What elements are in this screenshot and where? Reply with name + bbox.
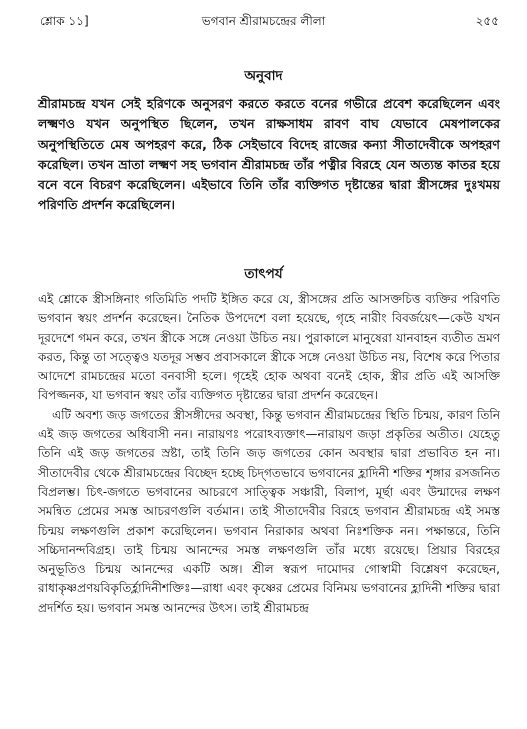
purport-paragraph-1: এই শ্লোকে স্ত্রীসঙ্গিনাং গতিমিতি পদটি ইঙ্গিত করে যে, স্ত্রীসঙ্গের প্রতি আসক্তচিত্ত ব্যক্তির পরিণতি ভগবান স্বয়ং প্রদর্শন করেছেন। নৈতিক উপদেশে বলা হয়েছে, গৃহে নারীং বিবর্জয়েৎ—কেউ যখন দূরদেশে গমন করে, তখন স্ত্রীকে সঙ্গে নেওয়া উচিত নয়। পুরাকালে মানুষেরা যানবাহন ব্যতীত ভ্রমণ করত, কিন্তু তা সত্ত্বেও যতদূর সম্ভব প্রবাসকালে স্ত্রীকে সঙ্গে নেওয়া উচিত নয়, বিশেষ করে পিতার আদেশে রামচন্দ্রের মতো বনবাসী হলে। গৃহেই হোক অথবা বনেই হোক, স্ত্রীর প্রতি এই আসক্তি বিপজ্জনক, যা ভগবান স্বয়ং তাঁর ব্যক্তিগত দৃষ্টান্তের দ্বারা প্রদর্শন করেছেন। [38,292,500,403]
running-title: ভগবান শ্রীরামচন্দ্রের লীলা [201,14,326,28]
translation-text-block [38,94,500,216]
purport-paragraph-2: এটি অবশ্য জড় জগতের স্ত্রীসঙ্গীদের অবস্থা, কিন্তু ভগবান শ্রীরামচন্দ্রের স্থিতি চিন্ময়, কারণ তিনি এই জড় জগতের অধিবাসী নন। নারায়ণঃ পরোঽব্যক্তাৎ—নারায়ণ জড়া প্রকৃতির অতীত। যেহেতু তিনি এই জড় জগতের স্রষ্টা, তাই তিনি জড় জগতের কোন অবস্থার দ্বারা প্রভাবিত হন না। সীতাদেবীর থেকে শ্রীরামচন্দ্রের বিচ্ছেদ হচ্ছে চিদ্‌গতভাবে ভগবানের হ্লাদিনী শক্তির শৃঙ্গার রসজনিত বিপ্রলম্ভ। চিৎ-জগতে ভগবানের আচরণে সাত্ত্বিক সঞ্চারী, বিলাপ, মূর্ছা এবং উন্মাদের লক্ষণ সমন্বিত প্রেমের সমস্ত আচরণগুলি বর্তমান। তাই সীতাদেবীর বিরহে ভগবান শ্রীরামচন্দ্র এই সমস্ত চিন্ময় লক্ষণগুলি প্রকাশ করেছিলেন। ভগবান নিরাকার অথবা নিঃশক্তিক নন। পক্ষান্তরে, তিনি সচ্চিদানন্দবিগ্রহ। তাই চিন্ময় আনন্দের সমস্ত লক্ষণগুলি তাঁর মধ্যে রয়েছে। প্রিয়ার বিরহের অনুভূতিও চিন্ময় আনন্দের একটি অঙ্গ। শ্রীল স্বরূপ দামোদর গোস্বামী বিশ্লেষণ করেছেন, রাধাকৃষ্ণপ্রণয়বিকৃতির্হ্লাদিনীশক্তিঃ—রাধা এবং কৃষ্ণের প্রেমের বিনিময় ভগবানের হ্লাদিনী শক্তির দ্বারা প্রদর্শিত হয়। ভগবান সমস্ত আনন্দের উৎস। তাই শ্রীরামচন্দ্র [38,407,500,615]
verse-label: শ্লোক ১১] [40,14,89,28]
translation-paragraph: শ্রীরামচন্দ্র যখন সেই হরিণকে অনুসরণ করতে করতে বনের গভীরে প্রবেশ করেছিলেন এবং লক্ষ্মণও যখন অনুপস্থিত ছিলেন, তখন রাক্ষসাধম রাবণ বাঘ যেভাবে মেষপালকের অনুপস্থিতিতে মেষ অপহরণ করে, ঠিক সেইভাবে বিদেহ রাজের কন্যা সীতাদেবীকে অপহরণ করেছিল। তখন ভ্রাতা লক্ষ্মণ সহ ভগবান শ্রীরামচন্দ্র তাঁর পত্নীর বিরহে যেন অত্যন্ত কাতর হয়ে বনে বনে বিচরণ করেছিলেন। এইভাবে তিনি তাঁর ব্যক্তিগত দৃষ্টান্তের দ্বারা স্ত্রীসঙ্গের দুঃখময় পরিণতি প্রদর্শন করেছিলেন। [38,96,500,213]
translation-heading: অনুবাদ [244,68,283,84]
purport-heading: তাৎপর্য [244,266,283,282]
purport-text-block [38,290,500,618]
page-number: ২৫৫ [475,14,499,28]
running-header [0,12,527,30]
